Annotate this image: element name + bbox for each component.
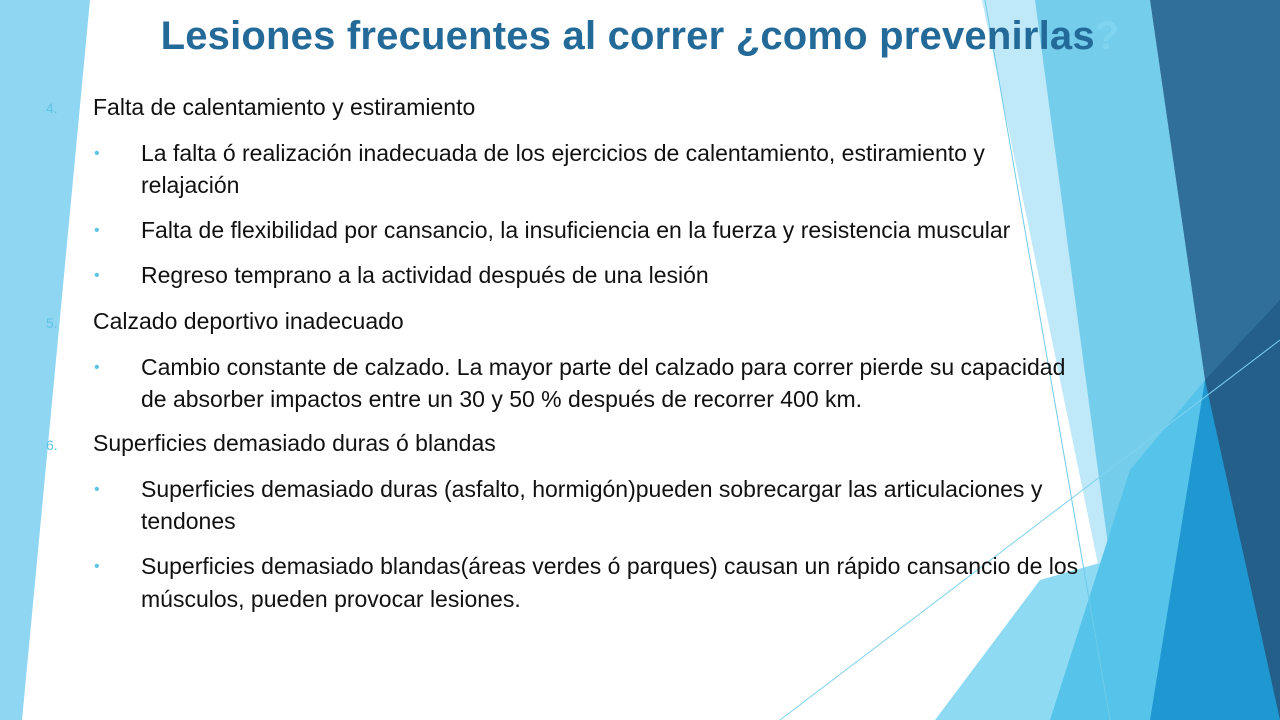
bullet-dot: • (94, 267, 100, 284)
section-number: 4. (46, 100, 58, 116)
bullet-dot: • (94, 481, 100, 498)
bullet-dot: • (94, 222, 100, 239)
left-facet-shape (0, 0, 90, 720)
bullet-text-line: Superficies demasiado duras (asfalto, hormigón)pueden sobrecargar las articulaciones y (141, 476, 1043, 502)
bullet-text-line: La falta ó realización inadecuada de los ejercicios de calentamiento, estiramiento y (141, 140, 985, 166)
bullet-text-line: Cambio constante de calzado. La mayor parte del calzado para correr pierde su capacidad (141, 354, 1066, 380)
bullet-dot: • (94, 359, 100, 376)
slide-title-main: Lesiones frecuentes al correr ¿como prevenirlas (160, 14, 1095, 58)
bullet-text-line: Superficies demasiado blandas(áreas verdes ó parques) causan un rápido cansancio de los (141, 553, 1079, 579)
bullet-dot: • (94, 558, 100, 575)
section-heading: Falta de calentamiento y estiramiento (93, 94, 476, 120)
slide-title-question-mark: ? (1094, 14, 1120, 58)
section-number: 5. (46, 315, 58, 331)
bullet-text-line: tendones (141, 508, 236, 534)
section-number: 6. (46, 437, 58, 453)
bullet-text-line: Regreso temprano a la actividad después de una lesión (141, 262, 709, 288)
slide-title (0, 14, 1280, 59)
bullet-text-line: de absorber impactos entre un 30 y 50 % después de recorrer 400 km. (141, 386, 863, 412)
bullet-text-line: relajación (141, 172, 240, 198)
bullet-text-line: músculos, pueden provocar lesiones. (141, 586, 521, 612)
section-heading: Calzado deportivo inadecuado (93, 308, 404, 334)
section-heading: Superficies demasiado duras ó blandas (93, 430, 496, 456)
bullet-dot: • (94, 145, 100, 162)
bullet-text-line: Falta de flexibilidad por cansancio, la insuficiencia en la fuerza y resistencia muscular (141, 217, 1011, 243)
